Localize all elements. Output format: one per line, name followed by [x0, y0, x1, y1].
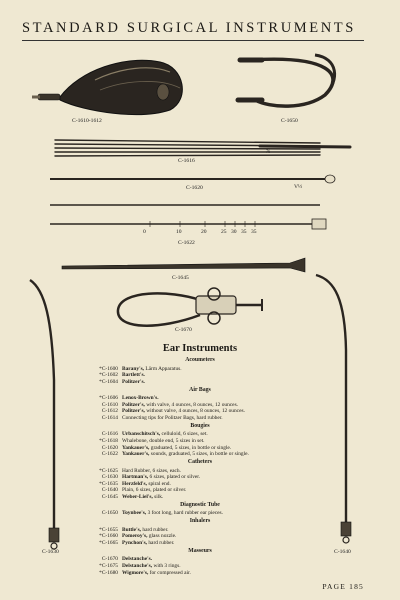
- item-code: C-1610: [101, 401, 118, 408]
- item-description: hard rubber.: [147, 540, 175, 546]
- item-code: *C-1600: [99, 365, 118, 372]
- item-code: *C-1604: [99, 378, 118, 385]
- item-code: C-1645: [101, 494, 118, 500]
- masseur-syringe-illustration: [118, 288, 262, 326]
- item-name: Politzer's,: [122, 401, 145, 408]
- graduation-label: 35: [251, 229, 257, 235]
- page-header: STANDARD SURGICAL INSTRUMENTS: [22, 20, 356, 36]
- item-name: Pynchon's,: [122, 540, 148, 546]
- item-name: Yankauer's,: [122, 444, 150, 451]
- caption-bougie: C-1616: [178, 158, 195, 164]
- caption-tube: C-1650: [281, 118, 298, 124]
- item-code: C-1612: [101, 408, 118, 415]
- item-code: C-1630: [101, 474, 118, 481]
- item-name: Politzer's.: [122, 378, 145, 385]
- item-name: Yankauer's,: [122, 451, 150, 458]
- item-description: 3 foot long, hard rubber ear pieces.: [146, 510, 224, 517]
- page-number: PAGE 185: [322, 582, 364, 591]
- item-name: Delstanche's,: [122, 563, 153, 569]
- item-description: Connecting tips for Politzer Bags, hard rubber.: [122, 415, 223, 421]
- item-code: *C-1675: [99, 563, 118, 569]
- item-description: without valve, 4 ounces, 8 ounces, 12 ounces.: [144, 408, 245, 415]
- item-name: Lenox-Brown's.: [122, 395, 159, 402]
- item-name: Politzer's,: [122, 408, 145, 415]
- item-code: *C-1606: [99, 395, 118, 402]
- item-name: Pomeroy's,: [122, 533, 148, 540]
- politzer-bag-illustration: [32, 60, 182, 114]
- item-description: Lärm Apparatus.: [144, 365, 182, 372]
- catalog-item: [92, 451, 342, 458]
- item-name: Bartlett's.: [122, 372, 145, 379]
- item-name: Urbanschitsch's,: [122, 431, 161, 438]
- caption-syringe: C-1670: [175, 327, 192, 333]
- item-code: C-1640: [101, 487, 118, 494]
- section-title: Ear Instruments: [162, 343, 238, 354]
- item-name: Weber-Liel's,: [122, 494, 153, 500]
- item-description: Whalebone, double end, 5 sizes in set.: [122, 438, 205, 444]
- catalog-item: [92, 570, 342, 577]
- item-description: 6 sizes, plated or silver.: [148, 474, 201, 481]
- item-code: *C-1655: [99, 526, 118, 533]
- graduation-label: 25: [221, 229, 227, 235]
- catheter-1620-illustration: [50, 175, 335, 183]
- item-code: C-1622: [101, 451, 118, 458]
- graduation-label: 20: [201, 229, 207, 235]
- catheter-1645-illustration: [62, 258, 305, 272]
- item-description: silk.: [152, 494, 164, 500]
- item-description: spiral end.: [147, 480, 171, 487]
- item-name: Herzfeld's,: [122, 480, 147, 487]
- graduation-label: 35: [241, 229, 247, 235]
- catalog-item: [92, 510, 342, 517]
- item-code: C-1670: [101, 556, 118, 563]
- item-code: *C-1660: [99, 533, 118, 540]
- group-heading: Acoumeters: [185, 357, 215, 363]
- item-description: with valve, 4 ounces, 8 ounces, 12 ounces.: [144, 401, 239, 408]
- item-description: glass nozzle.: [147, 533, 177, 540]
- item-code: *C-1665: [99, 540, 118, 546]
- group-heading: Bougies: [190, 422, 210, 429]
- item-code: C-1650: [101, 510, 118, 517]
- graduation-label: 30: [231, 229, 237, 235]
- item-description: Plain, 6 sizes, plated or silver.: [122, 487, 187, 494]
- catalog-item: [92, 494, 342, 501]
- item-description: for compressed air.: [148, 569, 191, 576]
- left-catheter-illustration: [30, 280, 59, 549]
- item-code: C-1614: [101, 415, 118, 421]
- item-code: *C-1680: [99, 569, 118, 576]
- item-name: Toynbee's,: [122, 510, 147, 517]
- item-code: *C-1602: [99, 372, 118, 379]
- item-code: C-1616: [101, 431, 118, 438]
- graduated-sound-illustration: [50, 205, 326, 229]
- bougie-bundle-illustration: [55, 140, 350, 156]
- catalog-item: [92, 415, 342, 422]
- caption-right-catheter: C-1640: [334, 549, 351, 555]
- caption-catheter-1620: C-1620: [186, 185, 203, 191]
- graduation-label: 0: [143, 229, 146, 235]
- caption-bougie-marks: C-1622: [178, 240, 195, 246]
- item-code: C-1620: [101, 444, 118, 451]
- item-code: *C-1635: [99, 480, 118, 487]
- graduation-label: 10: [176, 229, 182, 235]
- item-name: Hartman's,: [122, 474, 149, 481]
- caption-left-catheter: C-1630: [42, 549, 59, 555]
- group-heading: Masseurs: [188, 547, 212, 554]
- mark-catheter-end: V½: [294, 184, 303, 190]
- item-description: graduated, 5 sizes, in bottle or single.: [149, 444, 232, 451]
- item-name: Buttle's,: [122, 526, 142, 533]
- group-heading: Catheters: [187, 459, 213, 465]
- item-description: Hard Rubber, 6 sizes, each.: [122, 467, 181, 474]
- item-description: hard rubber.: [141, 526, 169, 533]
- group-heading: Diagnostic Tube: [180, 501, 220, 508]
- group-heading: Air Bags: [189, 386, 211, 393]
- item-code: *C-1618: [99, 438, 118, 444]
- item-name: Wigmore's,: [122, 569, 149, 576]
- caption-bag: C-1610-1612: [72, 118, 102, 124]
- item-description: with 3 rings.: [152, 563, 181, 569]
- caption-catheter-1645: C-1645: [172, 275, 189, 281]
- item-code: *C-1625: [99, 467, 118, 474]
- toynbee-tube-illustration: [238, 55, 335, 106]
- item-name: Delstanche's.: [122, 556, 153, 563]
- item-description: sounds, graduated, 5 sizes, in bottle or single.: [149, 451, 249, 458]
- catalog-item: [92, 540, 342, 547]
- catalog-item: [92, 379, 342, 386]
- mark-bougie-end: ⅞: [266, 149, 271, 155]
- item-description: celluloid, 6 sizes, set.: [160, 431, 208, 438]
- group-heading: Inhalers: [189, 518, 211, 525]
- item-name: Barany's,: [122, 365, 145, 372]
